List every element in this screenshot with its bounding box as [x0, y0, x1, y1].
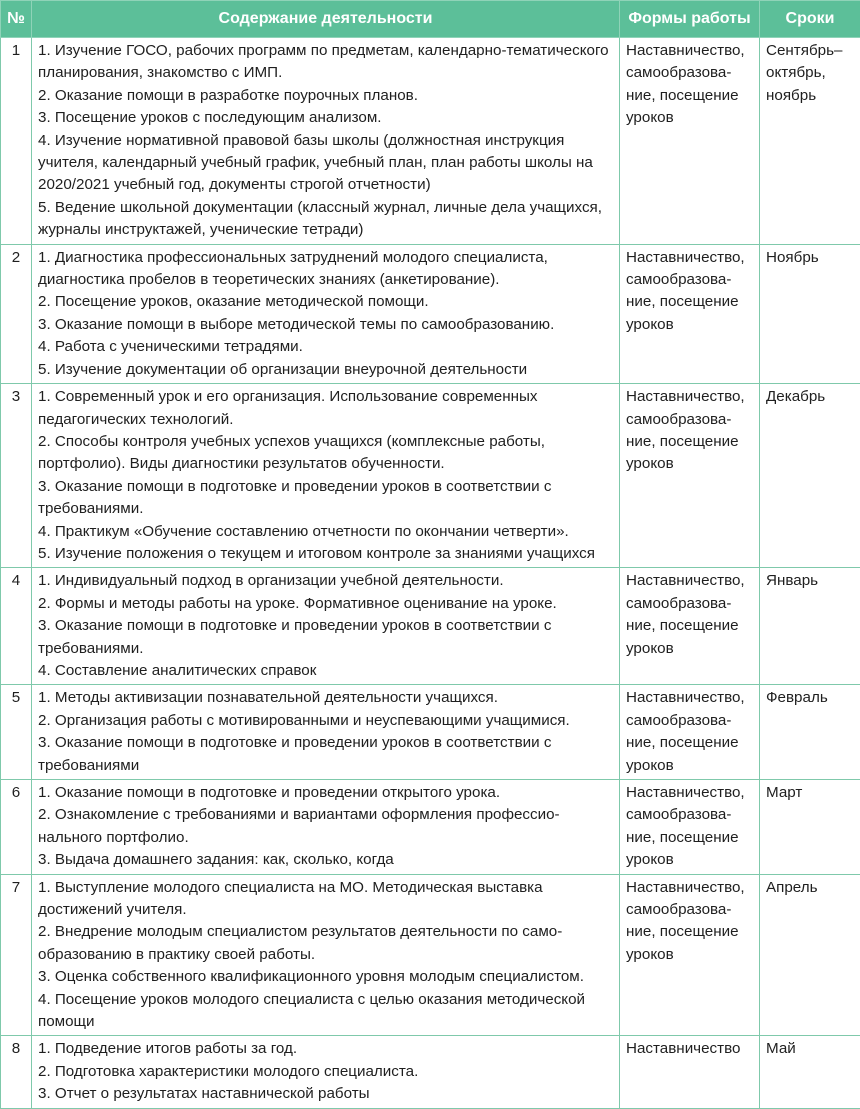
- table-row: [1, 244, 860, 383]
- header-forms: Формы работы: [620, 1, 760, 38]
- content-item: 1. Выступление молодого специалиста на МО. Методическая выставка достижений учителя.: [38, 877, 613, 922]
- content-item: 1. Методы активизации познавательной деятельности учащихся.: [38, 687, 613, 709]
- row-term: Март: [760, 780, 860, 875]
- content-item: 5. Изучение положения о текущем и итоговом контроле за знаниями учащихся: [38, 543, 613, 565]
- content-item: 1. Оказание помощи в подготовке и проведении открытого урока.: [38, 782, 613, 804]
- table-row: [1, 1036, 860, 1108]
- content-item: 3. Оказание помощи в подготовке и проведении уроков в соответствии с требованиями.: [38, 476, 613, 521]
- table-row: [1, 568, 860, 685]
- row-term: Май: [760, 1036, 860, 1108]
- row-forms: Наставничество: [620, 1036, 760, 1108]
- row-content: [32, 568, 620, 685]
- content-item: 4. Посещение уроков молодого специалиста с целью оказания методической помощи: [38, 989, 613, 1034]
- content-item: 1. Подведение итогов работы за год.: [38, 1038, 613, 1060]
- row-content: [32, 38, 620, 245]
- row-term: Сентябрь– октябрь, ноябрь: [760, 38, 860, 245]
- table-row: [1, 874, 860, 1036]
- row-forms: Наставничество, самообразова- ние, посещение уроков: [620, 874, 760, 1036]
- row-forms: Наставничество, самообразова- ние, посещение уроков: [620, 568, 760, 685]
- table-row: [1, 780, 860, 875]
- content-item: 2. Внедрение молодым специалистом результатов деятельности по самообразованию в практику своей работы.: [38, 921, 613, 966]
- row-number: 5: [1, 685, 32, 780]
- content-item: 2. Подготовка характеристики молодого специалиста.: [38, 1061, 613, 1083]
- content-item: 4. Практикум «Обучение составлению отчетности по окончании четверти».: [38, 521, 613, 543]
- content-item: 1. Диагностика профессиональных затруднений молодого специалиста, диагностика пробелов в теоретических знаниях (анкетирование).: [38, 247, 613, 292]
- row-number: 1: [1, 38, 32, 245]
- row-term: Декабрь: [760, 384, 860, 568]
- row-number: 7: [1, 874, 32, 1036]
- row-term: Ноябрь: [760, 244, 860, 383]
- header-term: Сроки: [760, 1, 860, 38]
- table-row: [1, 685, 860, 780]
- content-item: 2. Способы контроля учебных успехов учащихся (комплексные работы, портфолио). Виды диагностики результатов обученности.: [38, 431, 613, 476]
- header-content: Содержание деятельности: [32, 1, 620, 38]
- content-item: 3. Выдача домашнего задания: как, сколько, когда: [38, 849, 613, 871]
- content-item: 2. Оказание помощи в разработке поурочных планов.: [38, 85, 613, 107]
- row-number: 6: [1, 780, 32, 875]
- content-item: 1. Индивидуальный подход в организации учебной деятельности.: [38, 570, 613, 592]
- header-num: №: [1, 1, 32, 38]
- row-term: Январь: [760, 568, 860, 685]
- content-item: 3. Оценка собственного квалификационного уровня молодым специалистом.: [38, 966, 613, 988]
- content-item: 3. Посещение уроков с последующим анализом.: [38, 107, 613, 129]
- content-item: 2. Организация работы с мотивированными и неуспевающими учащимися.: [38, 710, 613, 732]
- table-body: [1, 38, 860, 1109]
- row-number: 3: [1, 384, 32, 568]
- row-term: Апрель: [760, 874, 860, 1036]
- row-number: 2: [1, 244, 32, 383]
- content-item: 4. Работа с ученическими тетрадями.: [38, 336, 613, 358]
- content-item: 5. Изучение документации об организации внеурочной деятельности: [38, 359, 613, 381]
- content-item: 3. Оказание помощи в выборе методической темы по самообразованию.: [38, 314, 613, 336]
- row-forms: Наставничество, самообразова- ние, посещение уроков: [620, 780, 760, 875]
- content-item: 4. Составление аналитических справок: [38, 660, 613, 682]
- content-item: 1. Современный урок и его организация. Использование современных педагогических технологий.: [38, 386, 613, 431]
- header-row: [1, 1, 860, 38]
- row-content: [32, 874, 620, 1036]
- content-item: 2. Формы и методы работы на уроке. Формативное оценивание на уроке.: [38, 593, 613, 615]
- content-item: 4. Изучение нормативной правовой базы школы (должностная инструкция учителя, календарный учебный график, учебный план, план работы школы на 2020/2021 учебный год, документы строгой отчетности): [38, 130, 613, 197]
- content-item: 3. Оказание помощи в подготовке и проведении уроков в соответствии с требованиями.: [38, 615, 613, 660]
- content-item: 3. Отчет о результатах наставнической работы: [38, 1083, 613, 1105]
- table-header: [1, 1, 860, 38]
- row-content: [32, 384, 620, 568]
- row-content: [32, 1036, 620, 1108]
- row-term: Февраль: [760, 685, 860, 780]
- row-forms: Наставничество, самообразова- ние, посещение уроков: [620, 384, 760, 568]
- content-item: 3. Оказание помощи в подготовке и проведении уроков в соответствии с требованиями: [38, 732, 613, 777]
- table-row: [1, 38, 860, 245]
- row-number: 8: [1, 1036, 32, 1108]
- content-item: 5. Ведение школьной документации (классный журнал, личные дела учащихся, журналы инструктажей, ученические тетради): [38, 197, 613, 242]
- row-forms: Наставничество, самообразова- ние, посещение уроков: [620, 38, 760, 245]
- row-content: [32, 244, 620, 383]
- row-content: [32, 685, 620, 780]
- row-content: [32, 780, 620, 875]
- content-item: 1. Изучение ГОСО, рабочих программ по предметам, календарно-тематического планирования, знакомство с ИМП.: [38, 40, 613, 85]
- table-row: [1, 384, 860, 568]
- row-forms: Наставничество, самообразова- ние, посещение уроков: [620, 244, 760, 383]
- row-forms: Наставничество, самообразова- ние, посещение уроков: [620, 685, 760, 780]
- content-item: 2. Посещение уроков, оказание методической помощи.: [38, 291, 613, 313]
- row-number: 4: [1, 568, 32, 685]
- content-item: 2. Ознакомление с требованиями и вариантами оформления профессионального портфолио.: [38, 804, 613, 849]
